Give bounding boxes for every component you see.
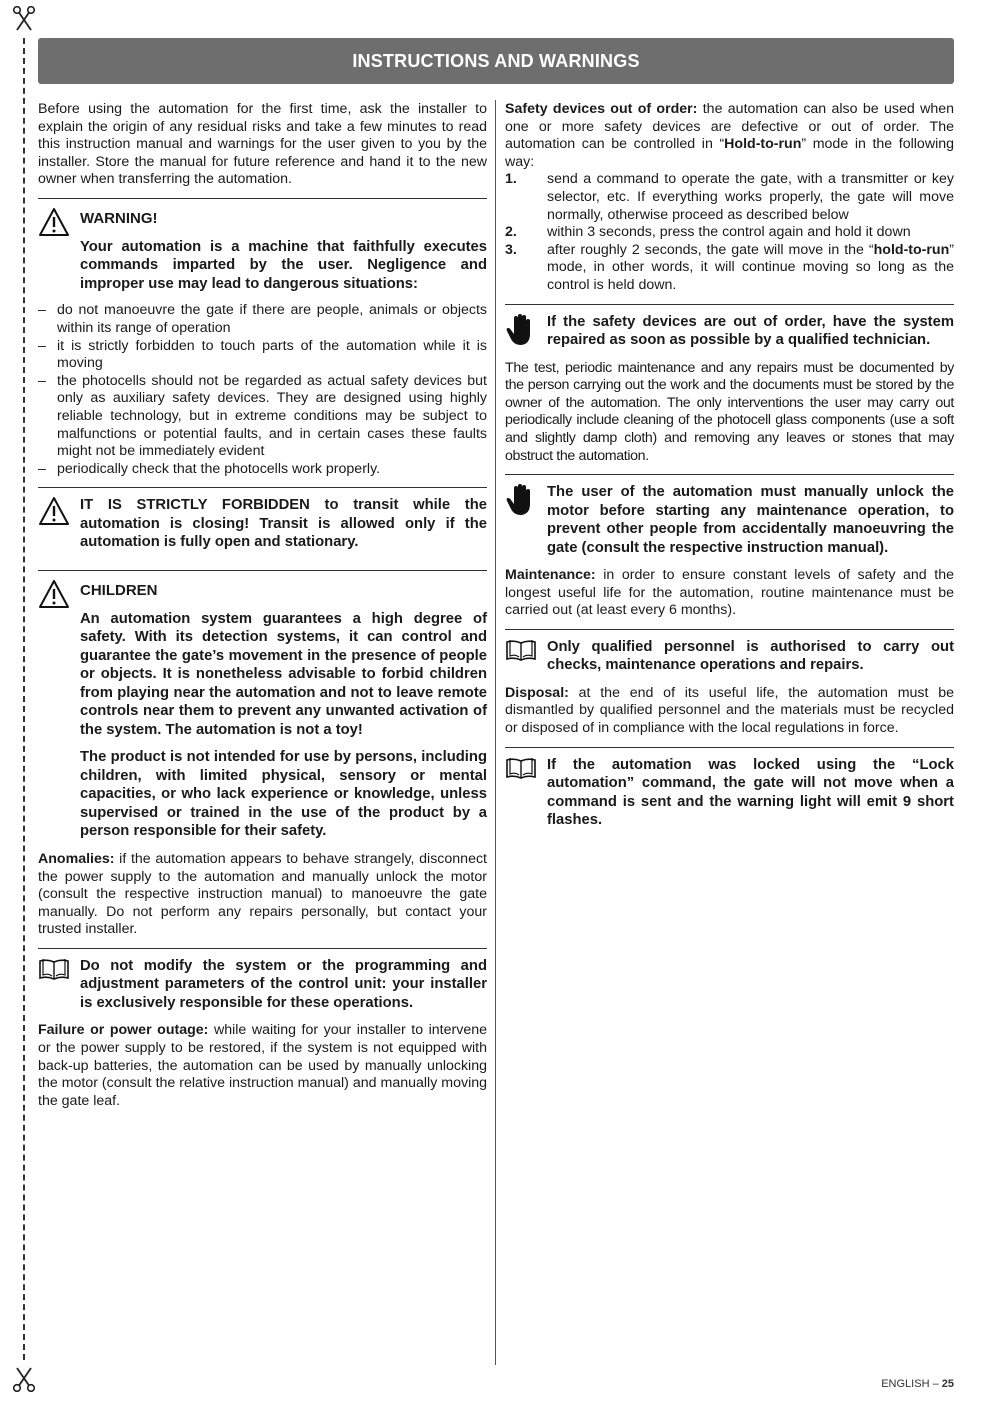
disposal-label: Disposal: [505, 684, 569, 701]
hand-stop-icon [505, 483, 535, 517]
list-item: – periodically check that the photocells work properly. [38, 461, 487, 479]
qualified-block [505, 629, 954, 675]
right-column [505, 101, 954, 830]
scissors-icon [12, 6, 36, 32]
failure-label: Failure or power outage: [38, 1022, 209, 1039]
manual-book-icon [505, 638, 537, 662]
maintenance-text: in order to ensure constant levels of safety and the longest useful life for the automation, routine maintenance must be carried out (at least every 6 months). [505, 567, 954, 619]
warning-triangle-icon [38, 207, 70, 237]
unlock-block [505, 474, 954, 557]
warning-title: WARNING! [80, 209, 158, 227]
unlock-text: The user of the automation must manually unlock the motor before starting any maintenance operation, to prevent other people from accidentally manoeuvring the gate (consult the respective instruction manual). [547, 484, 954, 556]
test-paragraph: The test, periodic maintenance and any repairs must be documented by the person carrying out the work and the documents must be stored by the owner of the automation. The only interventions the user may carry out periodically include cleaning of the photocell glass components (use a soft and slightly damp cloth) and removing any leaves or stones that may obstruct the automation. [505, 359, 954, 464]
warning-lead: Your automation is a machine that faithfully executes commands imparted by the user. Negligence and improper use may lead to dangerous situations: [80, 238, 487, 292]
manual-book-icon [505, 756, 537, 780]
left-column [38, 101, 487, 1110]
children-paragraph-1: An automation system guarantees a high degree of safety. With its detection systems, it can control and guarantee the gate’s movement in the presence of people or objects. It is nonetheless advisable to forbid children from playing near the automation and not to leave remote controls near them to prevent any unwanted activation of the system. The automation is not a toy! [80, 610, 487, 738]
locked-block [505, 747, 954, 830]
qualified-text: Only qualified personnel is authorised to carry out checks, maintenance operations and repairs. [547, 638, 954, 674]
list-item: – the photocells should not be regarded as actual safety devices but only as auxiliary safety devices. They are designed using highly reliable technology, but in extreme conditions may be subject to malfunctions or potential faults, and in certain cases these faults might not be immediately evident [38, 373, 487, 461]
maintenance-label: Maintenance: [505, 567, 596, 584]
cut-line [23, 38, 25, 1360]
step-number: 2. [505, 224, 517, 241]
step-number: 1. [505, 171, 517, 188]
footer-language: ENGLISH – [881, 1378, 942, 1390]
hold-to-run-term: Hold-to-run [724, 136, 802, 153]
maintenance-paragraph [505, 567, 954, 620]
do-not-modify-text: Do not modify the system or the programming and adjustment parameters of the control unit: your installer is exclusively responsible for these operations. [80, 957, 487, 1011]
repair-block [505, 304, 954, 350]
section-title: INSTRUCTIONS AND WARNINGS [352, 50, 640, 71]
children-title: CHILDREN [80, 581, 158, 599]
safety-label: Safety devices out of order: [505, 101, 698, 117]
warning-list [38, 302, 487, 478]
hand-stop-icon [505, 313, 535, 347]
manual-book-icon [38, 957, 70, 981]
warning-triangle-icon [38, 579, 70, 609]
locked-text: If the automation was locked using the “Lock automation” command, the gate will not move when a command is sent and the warning light will emit 9 short flashes. [547, 756, 954, 829]
anomalies-label: Anomalies: [38, 850, 115, 867]
page-footer [881, 1378, 954, 1390]
scissors-icon [12, 1366, 36, 1392]
list-item [505, 224, 954, 242]
failure-paragraph [38, 1022, 487, 1110]
list-item: – it is strictly forbidden to touch parts of the automation while it is moving [38, 338, 487, 373]
safety-paragraph [505, 101, 954, 171]
intro-paragraph: Before using the automation for the first time, ask the installer to explain the origin of any residual risks and take a few minutes to read this instruction manual and warnings for the user given to you by the installer. Store the manual for future reference and hand it to the new owner when transferring the automation. [38, 101, 487, 188]
disposal-text: at the end of its useful life, the automation must be dismantled by qualified personnel and the materials must be recycled or disposed of in compliance with the local regulations in force. [505, 684, 954, 737]
step-text: within 3 seconds, press the control again and hold it down [547, 224, 911, 241]
step-text: send a command to operate the gate, with a transmitter or key selector, etc. If everything works properly, the gate will move normally, otherwise proceed as described below [547, 171, 954, 223]
forbidden-block [38, 487, 487, 552]
children-block [38, 570, 487, 841]
list-item [505, 171, 954, 224]
list-item [505, 242, 954, 295]
warning-triangle-icon [38, 496, 70, 526]
hold-to-run-term: hold-to-run [873, 241, 950, 258]
anomalies-text: if the automation appears to behave strangely, disconnect the power supply to the automation and manually unlock the motor (consult the respective instruction manual) to manoeuvre the gate manually. Do not perform any repairs personally, but contact your trusted installer. [38, 850, 487, 938]
children-paragraph-2: The product is not intended for use by persons, including children, with limited physical, sensory or mental capacities, or who lack experience or knowledge, unless supervised or trained in the use of the product by a person responsible for their safety. [80, 749, 487, 840]
column-divider [495, 100, 496, 1365]
warning-block [38, 198, 487, 294]
disposal-paragraph [505, 685, 954, 738]
anomalies-paragraph [38, 851, 487, 939]
section-title-banner [38, 38, 954, 84]
safety-text: the automation can also be used when one or more safety devices are defective or out of order. The automation can be controlled in “ [505, 101, 954, 153]
page-number: 25 [941, 1378, 954, 1390]
step-number: 3. [505, 241, 517, 258]
safety-text: ” mode in the following way: [505, 136, 955, 170]
do-not-modify-block [38, 948, 487, 1013]
step-text-part: ” mode, in other words, it will continue moving so long as the control is held down. [547, 241, 954, 293]
step-text-part: after roughly 2 seconds, the gate will move in the “ [547, 241, 874, 258]
list-item: – do not manoeuvre the gate if there are people, animals or objects within its range of operation [38, 302, 487, 337]
steps-list [505, 171, 954, 294]
repair-text: If the safety devices are out of order, have the system repaired as soon as possible by a qualified technician. [547, 313, 954, 349]
forbidden-text: IT IS STRICTLY FORBIDDEN to transit while the automation is closing! Transit is allowed only if the automation is fully open and stationary. [80, 497, 487, 551]
step-text [547, 242, 954, 295]
failure-text: while waiting for your installer to intervene or the power supply to be restored, if the system is not equipped with back-up batteries, the automation can be used by manually unlocking the motor (consult the relative instruction manual) and manually moving the gate leaf. [38, 1022, 488, 1109]
